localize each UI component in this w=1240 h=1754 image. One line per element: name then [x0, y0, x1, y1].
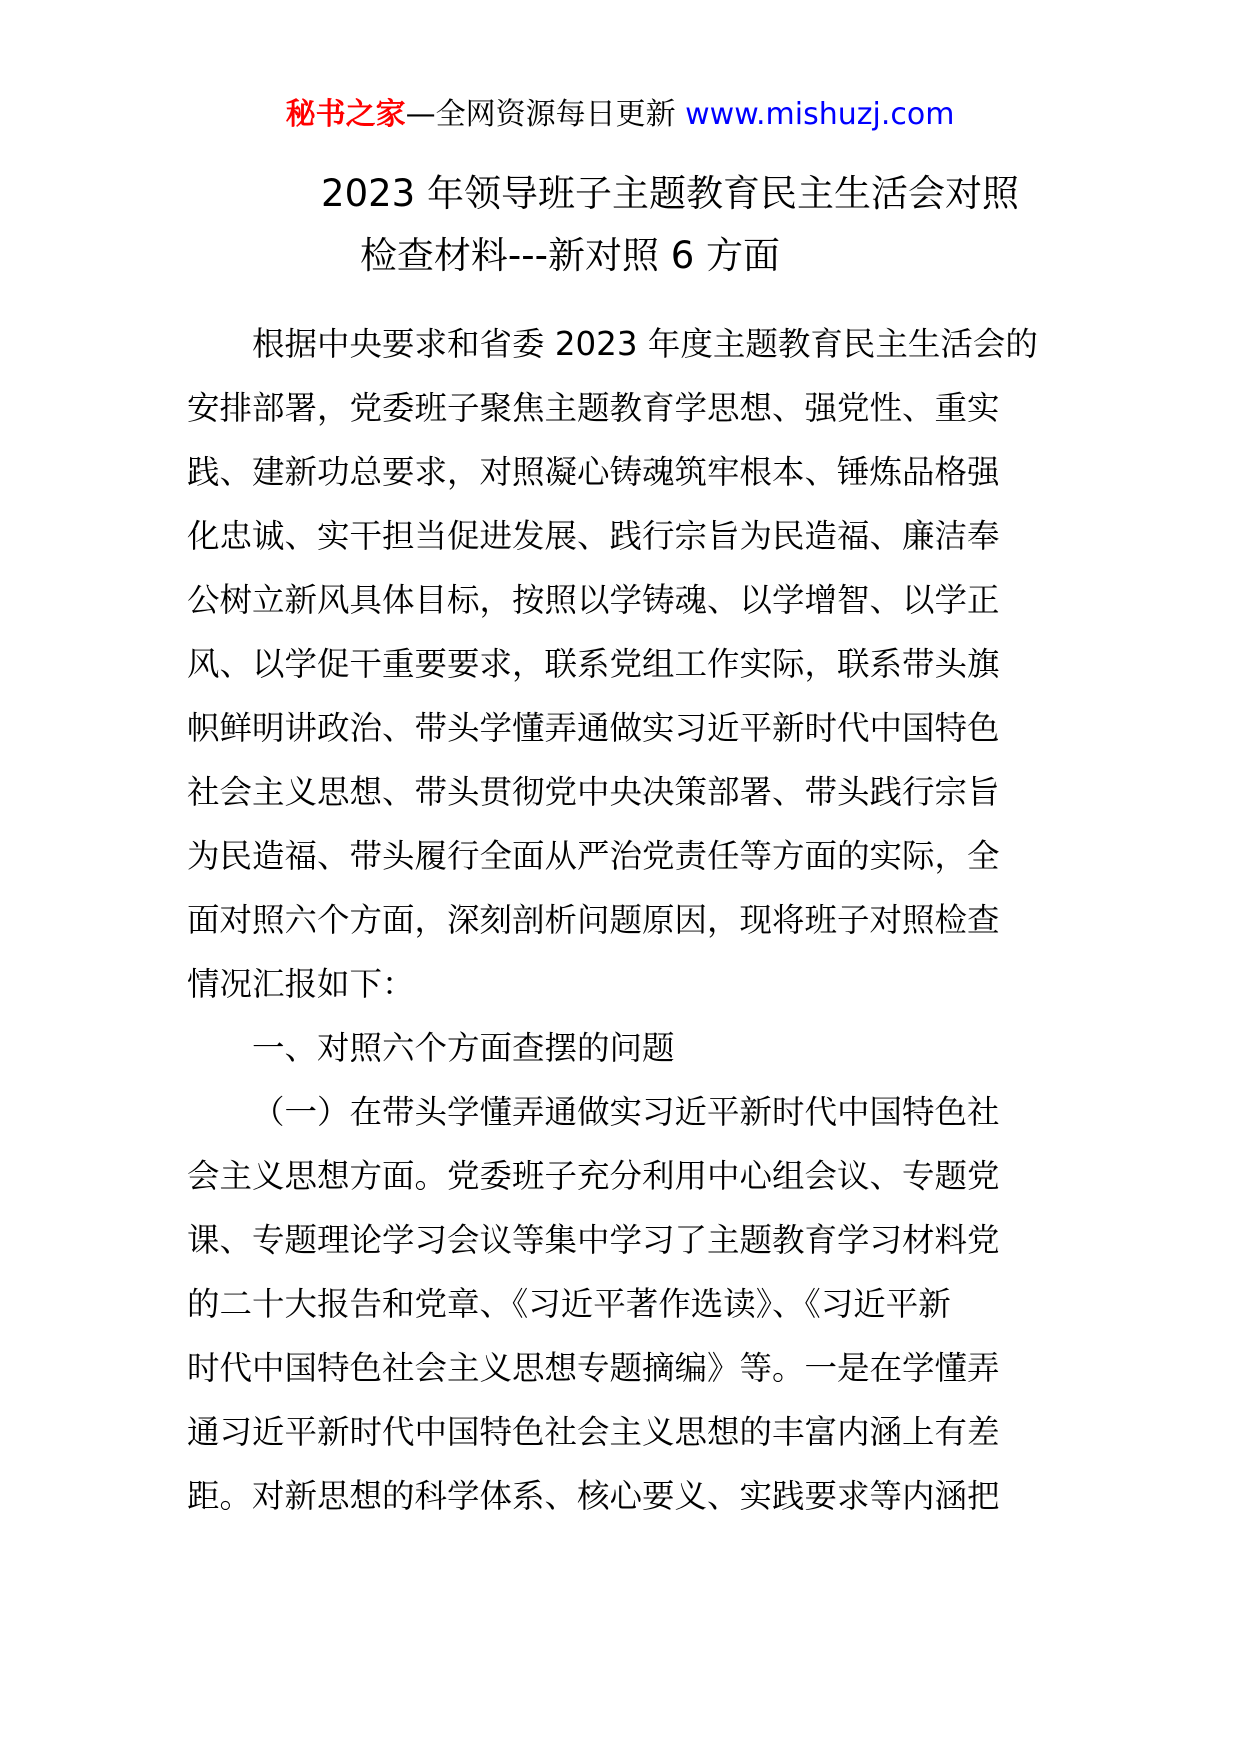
header-tagline: —全网资源每日更新 — [405, 97, 676, 132]
paragraph-line: 面对照六个方面，深刻剖析问题原因，现将班子对照检查 — [187, 901, 1000, 939]
paragraph-line: 风、以学促干重要要求，联系党组工作实际，联系带头旗 — [187, 645, 1000, 683]
document-title-line-1: 2023 年领导班子主题教育民主生活会对照 — [321, 172, 1019, 215]
paragraph-line: 时代中国特色社会主义思想专题摘编》等。一是在学懂弄 — [187, 1349, 1000, 1387]
paragraph-line: 情况汇报如下： — [187, 965, 415, 1003]
paragraph-line: 社会主义思想、带头贯彻党中央决策部署、带头践行宗旨 — [187, 773, 1000, 811]
paragraph-line: 距。对新思想的科学体系、核心要义、实践要求等内涵把 — [187, 1477, 1000, 1515]
paragraph-line: 践、建新功总要求，对照凝心铸魂筑牢根本、锤炼品格强 — [187, 453, 1000, 491]
brand-name: 秘书之家 — [285, 97, 406, 132]
paragraph-line: 课、专题理论学习会议等集中学习了主题教育学习材料党 — [187, 1221, 1000, 1259]
paragraph-line: 通习近平新时代中国特色社会主义思想的丰富内涵上有差 — [187, 1413, 1000, 1451]
paragraph-line: 帜鲜明讲政治、带头学懂弄通做实习近平新时代中国特色 — [187, 709, 1000, 747]
document-title-line-2: 检查材料---新对照 6 方面 — [359, 234, 781, 277]
paragraph-line: 根据中央要求和省委 2023 年度主题教育民主生活会的 — [252, 325, 1038, 363]
paragraph-line: 为民造福、带头履行全面从严治党责任等方面的实际，全 — [187, 837, 1000, 875]
paragraph-line: 公树立新风具体目标，按照以学铸魂、以学增智、以学正 — [187, 581, 1000, 619]
paragraph-line: 的二十大报告和党章、《习近平著作选读》、《习近平新 — [187, 1285, 951, 1323]
paragraph-line: 会主义思想方面。党委班子充分利用中心组会议、专题党 — [187, 1157, 1000, 1195]
paragraph-line: 化忠诚、实干担当促进发展、践行宗旨为民造福、廉洁奉 — [187, 517, 1000, 555]
paragraph-line: （一）在带头学懂弄通做实习近平新时代中国特色社 — [252, 1093, 1000, 1131]
site-url-link[interactable]: www.mishuzj.com — [685, 97, 955, 132]
document-header — [0, 95, 1240, 135]
paragraph-line: 安排部署，党委班子聚焦主题教育学思想、强党性、重实 — [187, 389, 1000, 427]
document-body — [187, 312, 1057, 1528]
section-heading: 一、对照六个方面查摆的问题 — [252, 1029, 675, 1067]
